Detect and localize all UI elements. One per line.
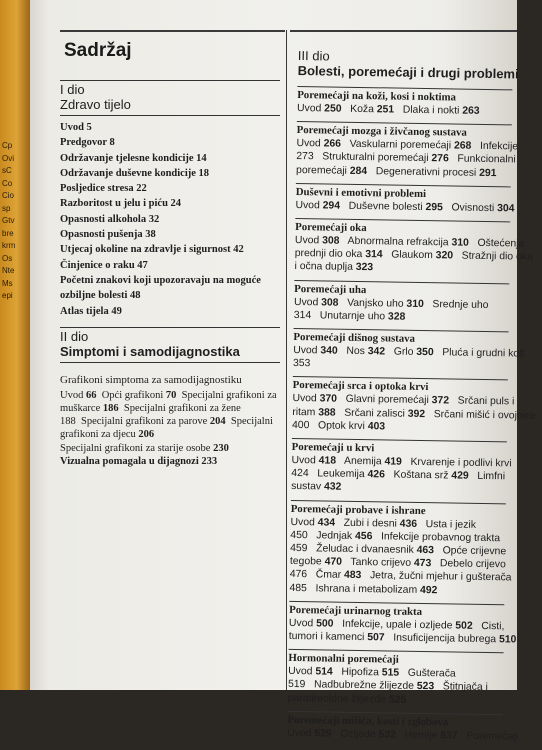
toc-line (60, 389, 280, 402)
page-number: 388 (318, 407, 336, 419)
page-number: 525 (388, 694, 407, 706)
page-number: 230 (213, 442, 229, 454)
entry-label: Uvod (291, 454, 319, 467)
toc-section (289, 500, 512, 599)
section-title: Poremećaji urinarnog trakta (289, 601, 504, 620)
page-number: 510 (498, 634, 517, 646)
toc-section (295, 183, 515, 216)
entry-label: 188 (60, 416, 76, 428)
page-number: 342 (367, 346, 386, 358)
adjacent-page-text: CpOvisCCoCiospGtvbrekrmOsNteMsepi (2, 141, 16, 300)
entry-label: Hipofiza (332, 666, 382, 679)
page-number: 323 (355, 262, 374, 274)
page-number: 529 (314, 728, 332, 740)
toc-line (60, 442, 280, 455)
page-number: 251 (376, 104, 395, 116)
section-entries (295, 199, 515, 216)
toc-entry: Početni znakovi koji upozoravaju na moguće (60, 274, 261, 286)
toc-line (287, 727, 519, 744)
entry-label: Uvod (293, 296, 322, 309)
toc-entry: Utjecaj okoline na zdravlje i sigurnost 42 (60, 244, 244, 256)
entry-label: Degenerativni procesi (367, 165, 480, 179)
page-number: 186 (102, 403, 119, 415)
page-number: 418 (318, 455, 337, 467)
entry-label: 273 (296, 151, 314, 163)
part-1-title: Zdravo tijelo (60, 97, 280, 116)
toc-section (288, 601, 517, 647)
section-entries (291, 454, 512, 497)
entry-label: Oštećenja (468, 237, 525, 250)
section-entries (289, 516, 512, 599)
entry-label: Optok krvi (309, 420, 368, 432)
entry-label: Debelo crijevo (431, 558, 506, 571)
entry-label: muškarce (60, 403, 103, 415)
page-number: 532 (378, 729, 396, 741)
page-number: 392 (407, 408, 426, 420)
page-number: 434 (317, 517, 336, 529)
entry-label: 519 (287, 679, 306, 691)
section-entries (292, 344, 525, 374)
entry-label: Uvod (287, 727, 315, 740)
toc-section (291, 438, 512, 497)
page-number: 340 (320, 345, 338, 357)
entry-label: Dlaka i nokti (394, 104, 463, 117)
page-number: 66 (85, 389, 97, 401)
page-number: 483 (343, 570, 362, 582)
entry-label: Nadbubrežne žlijezde (305, 679, 417, 693)
toc-entry: Uvod 5 (60, 122, 92, 133)
entry-label: Koštana srž (384, 469, 452, 482)
toc-line (296, 164, 511, 181)
page-number: 537 (440, 730, 458, 742)
toc-entry: Predgovor 8 (60, 137, 115, 149)
toc-section (295, 121, 519, 180)
toc-entry: Posljedice stresa 22 (60, 183, 147, 195)
entry-label: Grlo (385, 346, 417, 358)
toc-section (294, 218, 533, 277)
section-title: Poremećaji dišnog sustava (293, 328, 508, 347)
entry-label: Jednjak (307, 530, 356, 542)
entry-label: Uvod (60, 389, 86, 401)
page-number: 268 (453, 140, 472, 152)
entry-label: Srednje uho (423, 298, 489, 311)
part-1-number: I dio (60, 80, 280, 97)
section-entries (294, 296, 509, 326)
page-number: 304 (497, 202, 515, 215)
page-number: 426 (367, 469, 385, 481)
entry-label: 485 (289, 582, 307, 594)
entry-label: Krvarenje i podlivi krvi (401, 456, 512, 470)
page-number: 308 (322, 235, 340, 247)
entry-label: 459 (290, 543, 308, 555)
toc-section (292, 328, 525, 374)
entry-label: Uvod (290, 516, 318, 529)
section-entries (288, 617, 517, 647)
entry-label: Infekcije, upale i ozljede (333, 618, 456, 632)
section-title: Poremećaji oka (295, 218, 510, 237)
left-column (60, 80, 280, 468)
entry-label: Leukemija (308, 468, 368, 481)
entry-label: Infekcije (471, 140, 519, 153)
entry-label: 476 (289, 569, 308, 581)
entry-label: prednji dio oka (294, 248, 366, 261)
page-number: 502 (455, 620, 473, 632)
page-number: 514 (315, 666, 333, 678)
section-title: Poremećaji mozga i živčanog sustava (297, 121, 512, 140)
page-number: 70 (165, 389, 177, 401)
entry-label: Glavni poremećaji (336, 394, 432, 407)
top-rule-left (60, 30, 285, 32)
section-entries (294, 234, 533, 277)
entry-label: poremećaji (295, 164, 350, 177)
page-number: 310 (406, 298, 424, 310)
entry-label: Specijalni grafikoni za parove (75, 416, 210, 428)
page-number: 419 (384, 456, 402, 468)
entry-label: Uvod (288, 617, 317, 630)
page-number: 500 (316, 618, 334, 630)
toc-line (297, 102, 512, 119)
entry-label: Pluća i grudni koš (433, 347, 525, 360)
entry-label: ritam (292, 406, 319, 419)
toc-line (295, 199, 515, 216)
entry-label: Zubi i desni (334, 517, 400, 530)
page-number: 456 (354, 530, 373, 543)
page-number: 266 (323, 138, 342, 150)
page-number: 470 (324, 556, 343, 569)
section-title: Hormonalni poremećaji (288, 649, 503, 668)
entry-label: Uvod (296, 138, 324, 150)
page-number: 432 (323, 481, 342, 494)
page-number: 294 (322, 200, 341, 212)
section-entries (297, 102, 512, 119)
part-2-bold-line: Vizualna pomagala u dijagnozi 233 (60, 455, 218, 467)
toc-section (294, 280, 510, 326)
page-number: 284 (349, 165, 368, 177)
entry-label: Specijalni grafikoni za (176, 389, 277, 401)
toc-line (288, 630, 517, 647)
entry-label: Duševne bolesti (339, 200, 426, 213)
page-number: 276 (431, 153, 449, 165)
section-title: Poremećaji mišića, kosti i zglobova (287, 711, 502, 730)
page-number: 314 (365, 249, 383, 261)
page-number: 463 (416, 544, 435, 557)
page-number: 291 (479, 167, 497, 179)
entry-label: Cisti, (472, 620, 505, 633)
toc-entry: Održavanje duševne kondicije 18 (60, 167, 210, 179)
entry-label: Infekcije probavnog trakta (372, 531, 501, 545)
entry-label: Jetra, žučni mjehur i gušterača (361, 570, 512, 584)
book-page (30, 0, 537, 743)
toc-line (291, 480, 506, 497)
page-number: 372 (431, 395, 450, 407)
entry-label: Srčani zalisci (335, 407, 408, 420)
toc-entry: Opasnosti alkohola 32 (60, 213, 160, 225)
entry-label: tumori i kamenci (288, 631, 368, 644)
entry-label: Štitnjača i (434, 681, 488, 694)
page-number: 310 (451, 237, 469, 249)
entry-label: 450 (290, 529, 308, 542)
adjacent-page-edge (0, 0, 30, 690)
page-number: 308 (321, 297, 339, 309)
entry-label: Opći grafikoni (96, 389, 166, 401)
column-divider (286, 30, 287, 690)
entry-label: Unutarnje uho (311, 310, 389, 323)
entry-label: Srčani mišić i ovojnice (425, 408, 537, 422)
part-2-title: Simptomi i samodijagnostika (60, 344, 280, 363)
entry-label: Uvod (288, 666, 316, 678)
entry-label: Uvod (292, 393, 320, 405)
section-entries (291, 392, 537, 435)
part-2 (60, 327, 280, 468)
entry-label: Vaskularni poremećaji (340, 138, 455, 152)
toc-section (291, 376, 537, 435)
part-3-number: III dio (297, 48, 330, 64)
entry-label: Hernije (395, 729, 441, 742)
toc-entry: Opasnosti pušenja 38 (60, 229, 156, 241)
section-title: Poremećaji uha (294, 280, 509, 299)
entry-label: Koža (341, 103, 377, 116)
page-number: 492 (419, 584, 438, 596)
section-entries (295, 137, 519, 180)
toc-entry: Razboritost u jelu i piću 24 (60, 198, 182, 210)
page-number: 263 (462, 105, 480, 117)
page-number: 206 (138, 429, 155, 441)
right-column (287, 48, 537, 749)
entry-label: Ishrana i metabolizam (306, 582, 421, 596)
entry-label: Specijalni (225, 416, 273, 428)
page-number: 507 (367, 632, 385, 644)
entry-label: Gušterača (399, 667, 456, 680)
toc-line (60, 415, 280, 428)
part-2-toc (60, 389, 280, 455)
page-title: Sadržaj (64, 40, 132, 61)
entry-label: Abnormalna refrakcija (339, 235, 452, 249)
entry-label: Poremećaji (457, 730, 519, 743)
page-number: 350 (416, 346, 434, 359)
entry-label: Usta i jezik (416, 518, 477, 531)
entry-label: Vanjsko uho (338, 297, 407, 310)
entry-label: Uvod (294, 234, 323, 247)
entry-label: paratireoidne žlijezde (287, 692, 389, 706)
entry-label: Anemija (335, 455, 385, 468)
page-number: 403 (367, 420, 386, 433)
page-number: 320 (435, 250, 454, 262)
entry-label: grafikoni za djecu (60, 429, 139, 441)
entry-label: 400 (291, 419, 310, 432)
entry-label: Uvod (296, 102, 325, 115)
section-title: Duševni i emotivni problemi (296, 183, 511, 202)
page-number: 436 (399, 518, 418, 530)
entry-label: Ovisnosti (442, 202, 498, 214)
entry-label: Ozljede (331, 728, 379, 741)
entry-label: Strukturalni poremećaji (313, 151, 432, 165)
entry-label: Stražnji dio oka (452, 250, 533, 263)
entry-label: Opće crijevne (433, 545, 507, 558)
page-number: 473 (413, 558, 432, 570)
entry-label: tegobe (289, 556, 325, 568)
entry-label: Specijalni grafikoni za starije osobe (60, 442, 214, 454)
toc-entry: Atlas tijela 49 (60, 305, 122, 317)
entry-label: Limfni (468, 470, 506, 483)
entry-label: Glaukom (382, 249, 436, 262)
page-number: 429 (451, 470, 469, 482)
entry-label: Specijalni grafikoni za žene (118, 403, 241, 415)
page-number: 295 (425, 201, 443, 214)
toc-line (60, 402, 280, 415)
entry-label: sustav (291, 481, 325, 493)
entry-label: 424 (291, 468, 309, 480)
toc-section (288, 649, 504, 708)
page-number: 250 (324, 103, 342, 115)
section-entries (287, 727, 519, 744)
section-entries (288, 665, 504, 708)
entry-label: Čmar (306, 569, 345, 582)
entry-label: Funkcionalni (448, 153, 516, 166)
top-rule-right (290, 30, 517, 32)
entry-label: Tanko crijevo (341, 557, 415, 570)
entry-label: Želudac i dvanaesnik (307, 543, 417, 556)
part-2-subtitle: Grafikoni simptoma za samodijagnostiku (60, 373, 242, 386)
entry-label: Srčani puls i (448, 395, 515, 408)
part-3-title: Bolesti, poremećaji i drugi problemi (297, 62, 519, 82)
part-1-toc (60, 120, 280, 319)
section-title: Poremećaji probave i ishrane (291, 500, 506, 519)
entry-label: i očna duplja (294, 261, 356, 274)
toc-section (297, 86, 512, 119)
page-number: 328 (387, 311, 406, 323)
toc-entry: ozbiljne bolesti 48 (60, 290, 141, 302)
part-2-number: II dio (60, 327, 280, 344)
section-title: Poremećaji na koži, kosi i noktima (297, 86, 512, 105)
entry-label: Insuficijencija bubrega (384, 632, 500, 646)
entry-label: Nos (337, 345, 368, 358)
toc-section (287, 711, 519, 744)
entry-label: 314 (293, 309, 312, 322)
page-number: 370 (319, 393, 338, 406)
page-number: 515 (381, 667, 400, 679)
toc-line (60, 428, 280, 441)
part-1 (60, 80, 280, 319)
toc-entry: Činjenice o raku 47 (60, 259, 148, 271)
toc-entry: Održavanje tjelesne kondicije 14 (60, 152, 207, 164)
part-3-toc (287, 86, 537, 743)
entry-label: Uvod (293, 344, 321, 357)
page-number: 204 (209, 416, 226, 428)
entry-label: Uvod (295, 199, 323, 212)
page-number: 523 (416, 681, 435, 693)
section-title: Poremećaji u krvi (292, 438, 507, 457)
entry-label: 353 (292, 358, 311, 370)
section-title: Poremećaji srca i optoka krvi (293, 376, 508, 395)
